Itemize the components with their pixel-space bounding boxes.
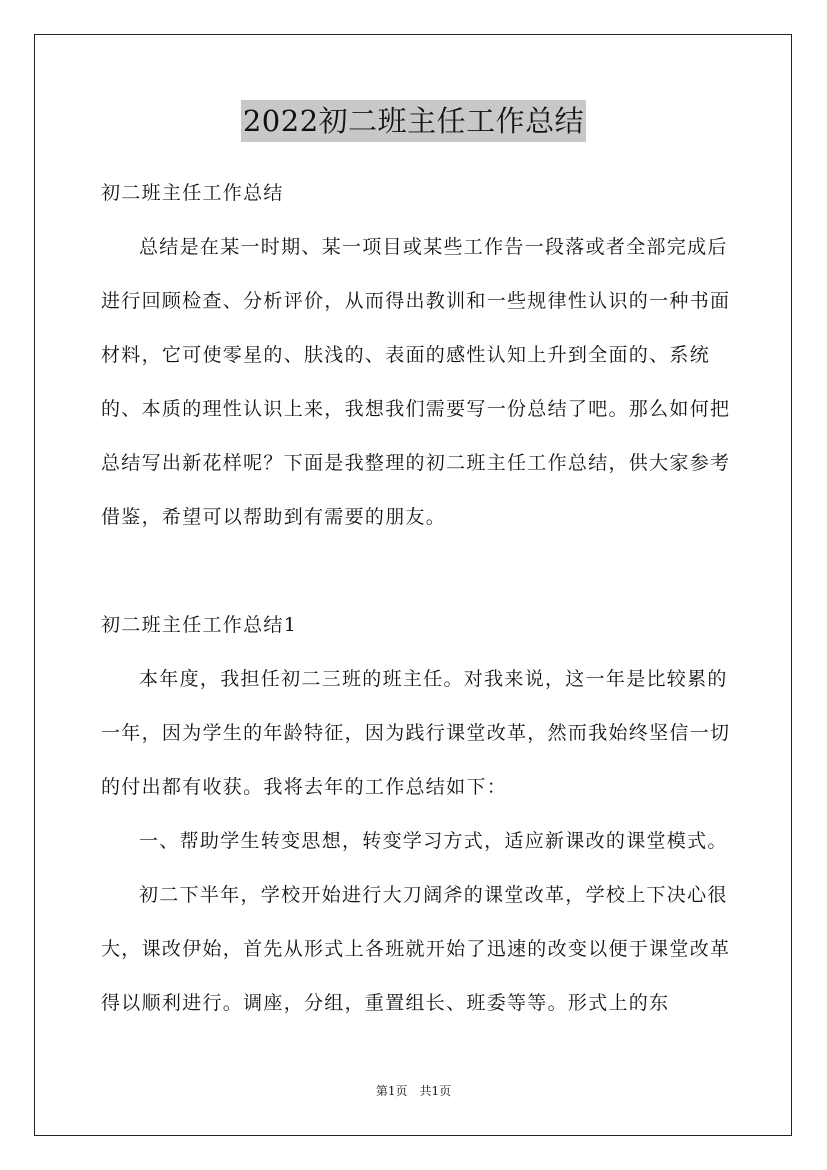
title-container	[0, 100, 827, 142]
intro-paragraph: 总结是在某一时期、某一项目或某些工作告一段落或者全部完成后进行回顾检查、分析评价，从而得出教训和一些规律性认识的一种书面材料，它可使零星的、肤浅的、表面的感性认知上升到全面的、系统的、本质的理性认识上来，我想我们需要写一份总结了吧。那么如何把总结写出新花样呢？下面是我整理的初二班主任工作总结，供大家参考借鉴，希望可以帮助到有需要的朋友。	[101, 236, 731, 528]
body-paragraph-2: 一、帮助学生转变思想，转变学习方式，适应新课改的课堂模式。	[139, 830, 728, 852]
body-paragraph-1: 本年度，我担任初二三班的班主任。对我来说，这一年是比较累的一年，因为学生的年龄特征，因为践行课堂改革，然而我始终坚信一切的付出都有收获。我将去年的工作总结如下：	[101, 668, 731, 798]
blank-line	[101, 544, 741, 598]
document-subtitle: 初二班主任工作总结	[101, 182, 284, 204]
document-body	[101, 166, 741, 1030]
section-heading: 初二班主任工作总结1	[101, 614, 298, 636]
page-number: 第1页 共1页	[375, 1084, 452, 1098]
document-title: 2022初二班主任工作总结	[241, 100, 586, 142]
page-footer	[0, 1082, 827, 1100]
body-paragraph-3: 初二下半年，学校开始进行大刀阔斧的课堂改革，学校上下决心很大，课改伊始，首先从形式上各班就开始了迅速的改变以便于课堂改革得以顺利进行。调座，分组，重置组长、班委等等。形式上的东	[101, 884, 731, 1014]
